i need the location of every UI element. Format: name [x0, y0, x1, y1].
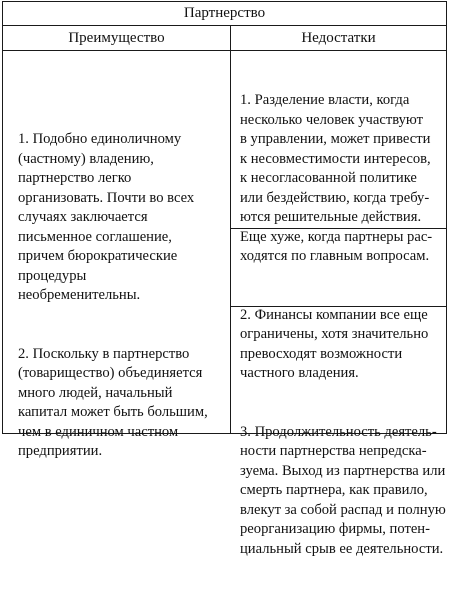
- disadvantage-separator-1: [231, 228, 446, 229]
- disadvantage-item-2: 2. Финансы компании все еще ограничены, хотя значительно превосходят возможности частного владения.: [240, 306, 429, 381]
- disadvantage-item-3: 3. Продолжительность деятель- ности партнерства непредска- зуема. Выход из партнерства или смерть партнера, как правило, влекут за собой распад и полную реорганизацию фирмы, потен- циальный срыв ее деятельности.: [240, 423, 446, 557]
- partnership-table: [2, 1, 447, 557]
- disadvantages-column: [240, 52, 446, 598]
- table-title: Партнерство: [3, 2, 446, 26]
- advantage-item-2: 2. Поскольку в партнерство (товарищество) объединяется много людей, начальный капитал может быть большим, чем в единичном частном предприятии.: [18, 345, 208, 459]
- disadvantages-header: Недостатки: [231, 26, 446, 51]
- column-divider: [230, 50, 231, 433]
- disadvantage-item-1: 1. Разделение власти, когда несколько человек участвуют в управлении, может привести к несовместимости интересов, к несогласованной политике или бездействию, когда требу- ются решительные действия. Еще хуже, когда партнеры рас- ходятся по главным вопросам.: [240, 92, 433, 264]
- advantages-column: [18, 91, 228, 501]
- disadvantage-separator-2: [231, 306, 446, 307]
- advantage-item-1: 1. Подобно единоличному (частному) владению, партнерство легко организовать. Почти во всех случаях заключается письменное соглашение, причем бюрократические процедуры необременительны.: [18, 131, 195, 303]
- advantages-header: Преимущество: [3, 26, 231, 51]
